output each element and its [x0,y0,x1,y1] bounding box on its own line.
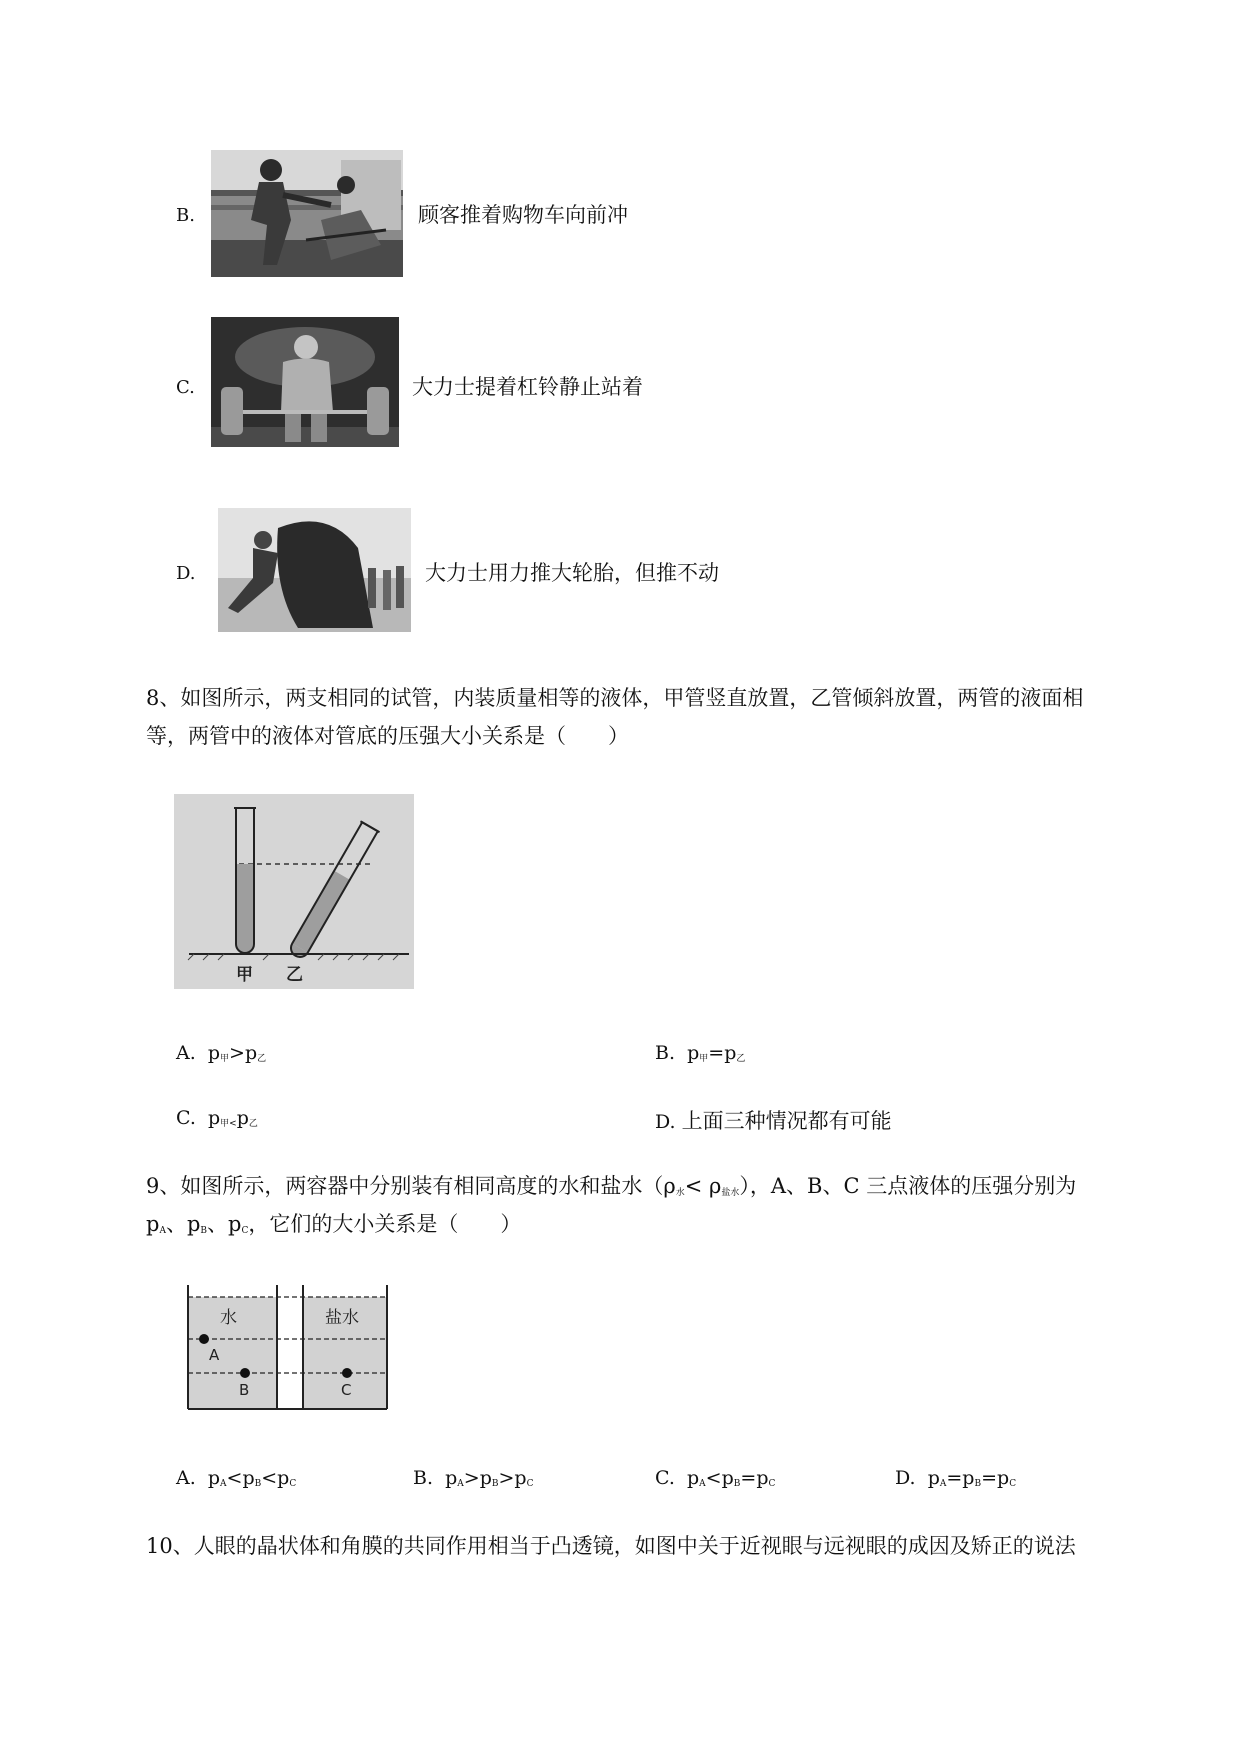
q8-option-d[interactable]: D. 上面三种情况都有可能 [655,1109,892,1133]
point-c-label: C [341,1381,352,1399]
q10-stem-line1: 10、人眼的晶状体和角膜的共同作用相当于凸透镜，如图中关于近视眼与远视眼的成因及矫正的说法 [146,1534,1076,1558]
q8-stem-line1: 8、如图所示，两支相同的试管，内装质量相等的液体，甲管竖直放置，乙管倾斜放置，两管的液面相 [146,686,1084,710]
q8-option-b[interactable]: B. $p_甲=p_乙$ [655,1042,746,1064]
label-brine: 盐水 [325,1308,359,1328]
option-letter: B. [176,205,195,226]
q9-containers-figure [185,1283,391,1413]
point-a-label: A [209,1346,220,1364]
supermarket-cart-photo [211,150,403,277]
q8-stem-line2: 等，两管中的液体对管底的压强大小关系是（ ） [146,724,629,748]
q8-option-a[interactable]: A. $p_甲>p_乙$ [176,1042,267,1064]
q9-stem-line2: $p_A$、$p_B$、$p_C$，它们的大小关系是（ ） [146,1212,522,1236]
q8-option-c[interactable]: C. $p_{甲<}p_乙$ [176,1107,258,1129]
option-text: 大力士用力推大轮胎，但推不动 [425,561,719,585]
q9-stem-line1: 9、如图所示，两容器中分别装有相同高度的水和盐水$(\rho_水< \rho_{盐水})$，A、B、C 三点液体的压强分别为 [146,1174,1077,1198]
strongman-tire-photo [218,508,411,632]
tube-label-jia: 甲 [236,965,253,985]
point-b-label: B [239,1381,250,1399]
q9-option-d[interactable]: D. $p_A=p_B=p_C$ [895,1467,1017,1489]
option-letter: C. [176,377,195,398]
label-water: 水 [220,1308,237,1328]
weightlifter-barbell-photo [211,317,399,447]
tube-label-yi: 乙 [286,965,303,985]
q8-test-tube-figure [174,794,414,989]
q9-option-a[interactable]: A. $p_A<p_B<p_C$ [176,1467,297,1489]
option-letter: D. [176,563,196,584]
q9-option-b[interactable]: B. $p_A>p_B>p_C$ [413,1467,534,1489]
option-text: 大力士提着杠铃静止站着 [412,375,643,399]
option-text: 顾客推着购物车向前冲 [418,203,628,227]
q9-option-c[interactable]: C. $p_A<p_B=p_C$ [655,1467,776,1489]
